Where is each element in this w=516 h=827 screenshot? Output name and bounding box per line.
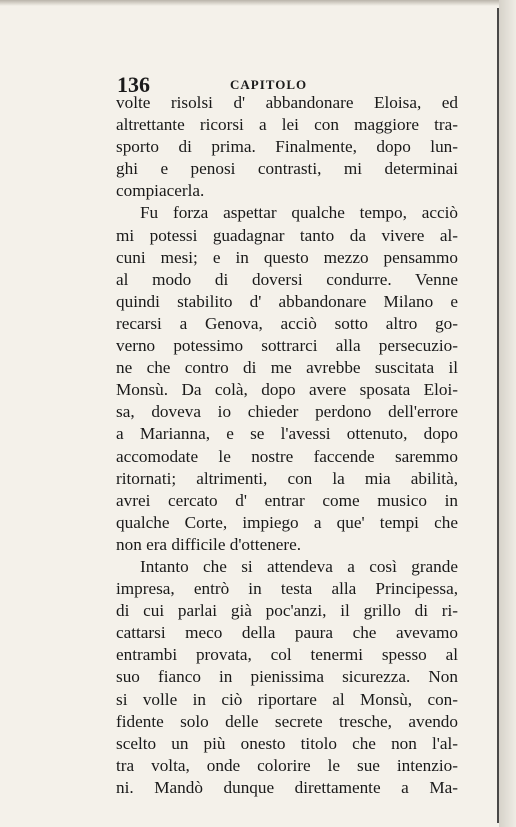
text-line: accomodate le nostre faccende saremmo: [116, 446, 458, 466]
text-line: fidente solo delle secrete tresche, avendo: [116, 711, 458, 731]
text-line: volte risolsi d' abbandonare Eloisa, ed: [116, 93, 458, 112]
body-text: [116, 92, 458, 799]
text-line: qualche Corte, impiego a que' tempi che: [116, 512, 458, 532]
text-line: ghi e penosi contrasti, mi determinai: [116, 159, 458, 179]
paragraph-start-line: Intanto che si attendeva a così grande: [140, 556, 458, 576]
page-edge-line: [497, 8, 499, 823]
text-line: tra volta, onde colorire le sue intenzio-: [116, 755, 458, 775]
text-line: ni. Mandò dunque direttamente a Ma-: [116, 777, 458, 797]
text-line: verno potessimo sottrarci alla persecuzio-: [116, 336, 458, 356]
page-top-edge: [0, 0, 516, 6]
text-line: ritornati; altrimenti, con la mia abilità,: [116, 468, 458, 488]
text-line: entrambi provata, col tenermi spesso al: [116, 645, 458, 665]
text-line: cattarsi meco della paura che avevamo: [116, 623, 458, 643]
text-line: quindi stabilito d' abbandonare Milano e: [116, 291, 458, 311]
text-line: suo fianco in pienissima sicurezza. Non: [116, 667, 458, 687]
text-line: sporto di prima. Finalmente, dopo lun-: [116, 137, 458, 157]
text-line: si volle in ciò riportare al Monsù, con-: [116, 689, 458, 709]
paragraph-start-line: Fu forza aspettar qualche tempo, acciò: [140, 203, 458, 223]
text-line: avrei cercato d' entrar come musico in: [116, 490, 458, 510]
page-gutter: [499, 0, 516, 827]
text-line: recarsi a Genova, acciò sotto altro go-: [116, 313, 458, 333]
text-line: mi potessi guadagnar tanto da vivere al-: [116, 225, 458, 245]
text-line: non era difficile d'ottenere.: [116, 534, 302, 554]
text-line: ne che contro di me avrebbe suscitata il: [116, 358, 458, 378]
chapter-label: CAPITOLO: [230, 77, 308, 92]
text-line: al modo di doversi condurre. Venne: [116, 269, 458, 289]
text-line: a Marianna, e se l'avessi ottenuto, dopo: [116, 424, 458, 444]
text-line: impresa, entrò in testa alla Principessa,: [116, 579, 458, 599]
text-line: compiacerla.: [116, 181, 205, 201]
text-line: altrettante ricorsi a lei con maggiore tra-: [116, 115, 458, 135]
text-line: sa, doveva io chieder perdono dell'errore: [116, 402, 458, 422]
text-line: Monsù. Da colà, dopo avere sposata Eloi-: [116, 380, 458, 400]
text-line: di cui parlai già poc'anzi, il grillo di ri-: [116, 601, 458, 621]
page-number: 136: [117, 72, 150, 97]
text-line: scelto un più onesto titolo che non l'al-: [116, 733, 458, 753]
text-line: cuni mesi; e in questo mezzo pensammo: [116, 247, 458, 267]
